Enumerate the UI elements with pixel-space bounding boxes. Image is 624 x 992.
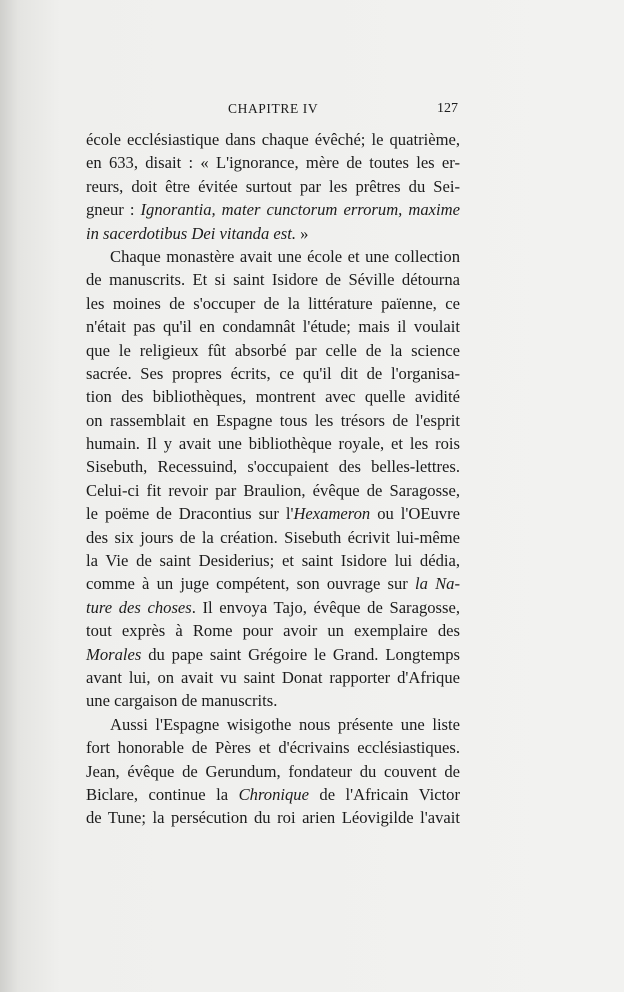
text-line (86, 760, 460, 783)
text-run: en 633, disait : « L'ignorance, mère de toutes les er- (86, 153, 460, 173)
text-run: de l'Africain Victor (308, 784, 460, 804)
text-run: » (296, 223, 309, 243)
text-line (86, 455, 460, 478)
text-run: du pape saint Grégoire le Grand. Longtemps (141, 644, 460, 664)
text-run: école ecclésiastique dans chaque évêché; le quatrième, (86, 130, 460, 149)
text-line (86, 268, 460, 291)
text-run: des six jours de la création. Sisebuth écrivit lui-même (86, 527, 460, 547)
text-line (86, 502, 460, 525)
text-line (86, 151, 460, 174)
text-run: ou l'OEuvre (370, 504, 460, 524)
text-line (86, 222, 460, 245)
running-head (88, 101, 458, 123)
text-run: Jean, évêque de Gerundum, fondateur du couvent de (86, 761, 460, 781)
text-line (86, 666, 460, 689)
text-line (86, 713, 460, 736)
text-line (86, 432, 460, 455)
text-line (86, 806, 460, 829)
text-line (86, 596, 460, 619)
text-run: le poëme de Dracontius sur l' (86, 504, 294, 524)
text-line (86, 479, 460, 502)
text-run: Aussi l'Espagne wisigothe nous présente une liste (110, 714, 460, 734)
text-run: humain. Il y avait une bibliothèque royale, et les rois (86, 434, 460, 454)
italic-text: Hexameron (293, 504, 371, 524)
text-line (86, 643, 460, 666)
page-number: 127 (437, 101, 458, 116)
italic-text: Chronique (238, 784, 309, 804)
text-line (86, 572, 460, 595)
text-line (86, 245, 460, 268)
text-run: avant lui, on avait vu saint Donat rapporter d'Afrique (86, 667, 460, 687)
text-line (86, 292, 460, 315)
text-run: de Tune; la persécution du roi arien Léovigilde l'avait (86, 808, 460, 828)
text-run: que le religieux fût absorbé par celle de la science (86, 340, 460, 360)
text-run: Sisebuth, Recessuind, s'occupaient des belles-lettres. (86, 457, 460, 477)
text-run: gneur : (86, 200, 141, 220)
text-run: la Vie de saint Desiderius; et saint Isidore lui dédia, (86, 551, 460, 571)
text-run: de manuscrits. Et si saint Isidore de Séville détourna (86, 270, 460, 290)
text-run: reurs, doit être évitée surtout par les prêtres du Sei- (86, 176, 460, 196)
italic-text: Morales (86, 644, 142, 664)
text-line (86, 175, 460, 198)
text-run: Biclare, continue la (86, 784, 239, 804)
text-line (86, 619, 460, 642)
text-line (86, 526, 460, 549)
text-run: Chaque monastère avait une école et une collection (110, 246, 460, 266)
text-line (86, 339, 460, 362)
text-run: sacrée. Ses propres écrits, ce qu'il dit de l'organisa- (86, 363, 460, 383)
text-run: tout exprès à Rome pour avoir un exemplaire des (86, 621, 460, 641)
text-run: . Il envoya Tajo, évêque de Saragosse, (191, 597, 460, 617)
text-run: les moines de s'occuper de la littérature païenne, ce (86, 293, 460, 313)
text-run: Celui-ci fit revoir par Braulion, évêque de Saragosse, (86, 480, 460, 500)
running-title: CHAPITRE IV (228, 101, 319, 116)
text-line (86, 549, 460, 572)
body-text (86, 128, 460, 830)
text-line (86, 128, 460, 151)
text-run: on rassemblait en Espagne tous les trésors de l'esprit (86, 410, 460, 430)
text-run: fort honorable de Pères et d'écrivains ecclésiastiques. (86, 738, 460, 758)
text-run: comme à un juge compétent, son ouvrage sur (86, 574, 415, 594)
text-run: tion des bibliothèques, montrent avec quelle avidité (86, 387, 460, 407)
italic-text: in sacerdotibus Dei vitanda est. (86, 223, 297, 243)
text-run: une cargaison de manuscrits. (86, 691, 278, 711)
text-line (86, 689, 460, 712)
text-line (86, 736, 460, 759)
italic-text: ture des choses (86, 597, 192, 617)
text-line (86, 198, 460, 221)
text-run: n'était pas qu'il en condamnât l'étude; mais il voulait (86, 317, 460, 337)
text-line (86, 385, 460, 408)
text-line (86, 783, 460, 806)
text-line (86, 362, 460, 385)
italic-text: Ignorantia, mater cunctorum errorum, maxime (140, 200, 460, 220)
text-line (86, 315, 460, 338)
italic-text: la Na- (414, 574, 460, 594)
text-line (86, 409, 460, 432)
